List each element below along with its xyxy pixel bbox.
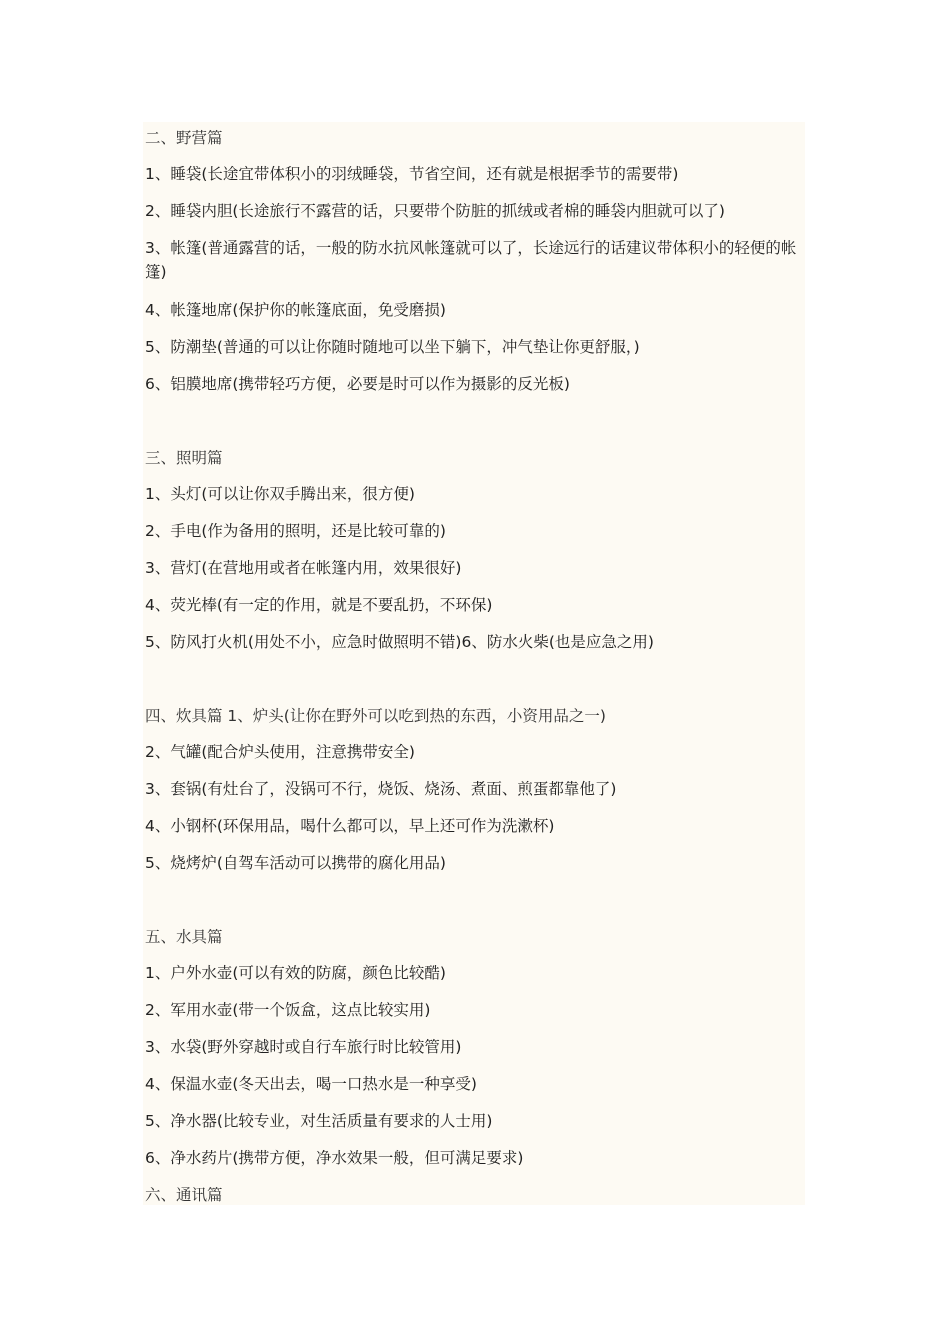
- section-heading-camping: 二、野营篇: [145, 129, 223, 147]
- section-heading-cookware: 四、炊具篇 1、炉头(让你在野外可以吃到热的东西，小资用品之一): [145, 707, 606, 725]
- list-item: 4、荧光棒(有一定的作用，就是不要乱扔，不环保): [145, 596, 493, 614]
- list-item: 5、烧烤炉(自驾车活动可以携带的腐化用品): [145, 854, 446, 872]
- list-item: 1、头灯(可以让你双手腾出来，很方便): [145, 485, 415, 503]
- list-item: 2、气罐(配合炉头使用，注意携带安全): [145, 743, 415, 761]
- list-item: 4、保温水壶(冬天出去，喝一口热水是一种享受): [145, 1075, 477, 1093]
- list-item: 1、户外水壶(可以有效的防腐，颜色比较酷): [145, 964, 446, 982]
- list-item: 6、净水药片(携带方便，净水效果一般，但可满足要求): [145, 1149, 524, 1167]
- list-item: 3、水袋(野外穿越时或自行车旅行时比较管用): [145, 1038, 462, 1056]
- list-item: 3、套锅(有灶台了，没锅可不行，烧饭、烧汤、煮面、煎蛋都靠他了): [145, 780, 617, 798]
- section-heading-communication: 六、通讯篇: [145, 1186, 223, 1204]
- list-item: 3、营灯(在营地用或者在帐篷内用，效果很好): [145, 559, 462, 577]
- list-item: 2、睡袋内胆(长途旅行不露营的话，只要带个防脏的抓绒或者棉的睡袋内胆就可以了): [145, 202, 725, 220]
- section-heading-water: 五、水具篇: [145, 928, 223, 946]
- section-heading-lighting: 三、照明篇: [145, 449, 223, 467]
- list-item: 3、帐篷(普通露营的话，一般的防水抗风帐篷就可以了，长途远行的话建议带体积小的轻便的帐篷): [145, 239, 797, 281]
- list-item: 4、小钢杯(环保用品，喝什么都可以，早上还可作为洗漱杯): [145, 817, 555, 835]
- list-item: 2、军用水壶(带一个饭盒，这点比较实用): [145, 1001, 431, 1019]
- list-item: 5、防潮垫(普通的可以让你随时随地可以坐下躺下，冲气垫让你更舒服，): [145, 338, 640, 356]
- list-item: 2、手电(作为备用的照明，还是比较可靠的): [145, 522, 446, 540]
- list-item: 5、净水器(比较专业，对生活质量有要求的人士用): [145, 1112, 493, 1130]
- list-item: 6、铝膜地席(携带轻巧方便，必要是时可以作为摄影的反光板): [145, 375, 570, 393]
- list-item: 4、帐篷地席(保护你的帐篷底面，免受磨损): [145, 301, 446, 319]
- list-item: 1、睡袋(长途宜带体积小的羽绒睡袋，节省空间，还有就是根据季节的需要带): [145, 165, 679, 183]
- list-item: 5、防风打火机(用处不小，应急时做照明不错)6、防水火柴(也是应急之用): [145, 633, 654, 651]
